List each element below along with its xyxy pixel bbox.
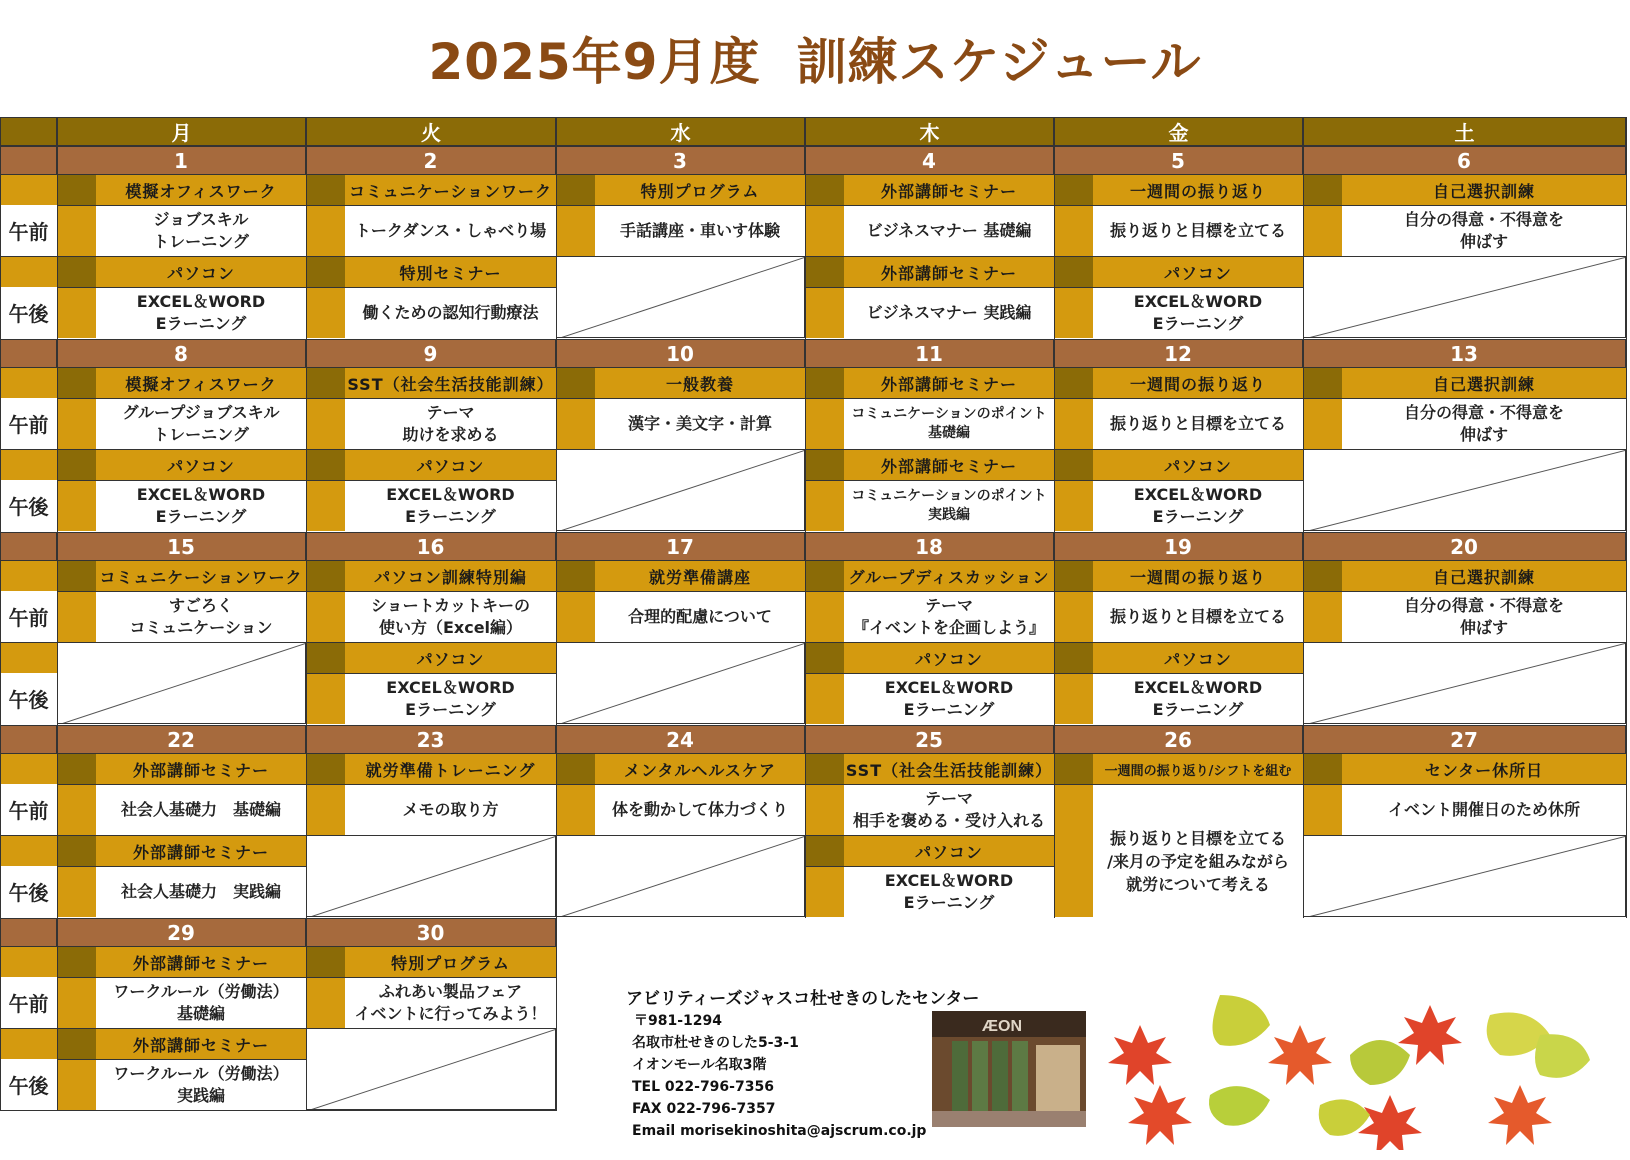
body-strip: [57, 591, 96, 642]
session-body: 振り返りと目標を立てる: [1093, 205, 1303, 256]
label-strip: [1303, 174, 1342, 205]
center-tel: TEL 022-796-7356: [632, 1079, 774, 1095]
session-body: 体を動かして体力づくり: [595, 784, 805, 835]
body-strip: [805, 591, 844, 642]
label-strip: [805, 367, 844, 398]
body-strip: [805, 205, 844, 256]
autumn-leaves-illustration: [1100, 985, 1620, 1150]
empty-slot: [57, 642, 306, 724]
empty-slot: [1303, 835, 1626, 917]
date-header: 13: [1303, 339, 1626, 367]
date-header: 30: [306, 918, 556, 946]
session-body: EXCEL＆WORD Eラーニング: [345, 673, 556, 724]
column-divider: [0, 117, 1, 918]
session-body: 社会人基礎力 実践編: [96, 866, 306, 917]
body-strip: [805, 866, 844, 917]
label-strip: [306, 256, 345, 287]
body-strip: [1054, 784, 1093, 917]
session-label: パソコン: [96, 449, 306, 480]
body-strip: [1303, 591, 1342, 642]
diagonal-line: [557, 643, 805, 724]
row-label-strip: [0, 174, 57, 205]
empty-slot: [306, 1028, 556, 1110]
row-label-strip: [0, 753, 57, 784]
row-label-am: 午前: [0, 205, 57, 256]
center-name: アビリティーズジャスコ杜せきのしたセンター: [626, 989, 980, 1009]
center-postal: 〒981-1294: [634, 1013, 722, 1029]
session-body: EXCEL＆WORD Eラーニング: [1093, 480, 1303, 531]
body-strip: [1054, 480, 1093, 531]
row-label-am: 午前: [0, 784, 57, 835]
session-label: 外部講師セミナー: [96, 1028, 306, 1059]
date-header: 29: [57, 918, 306, 946]
label-strip: [306, 174, 345, 205]
row-label-strip: [0, 367, 57, 398]
row-label-strip: [0, 642, 57, 673]
table-bottom-border: [0, 1110, 557, 1111]
center-address1: 名取市杜せきのした5-3-1: [632, 1035, 799, 1051]
session-body: EXCEL＆WORD Eラーニング: [1093, 673, 1303, 724]
session-body: 社会人基礎力 基礎編: [96, 784, 306, 835]
column-divider: [306, 117, 307, 918]
date-header: 16: [306, 532, 556, 560]
label-strip: [1054, 256, 1093, 287]
session-body: テーマ 相手を褒める・受け入れる: [844, 784, 1054, 835]
session-body: ビジネスマナー 基礎編: [844, 205, 1054, 256]
body-strip: [805, 398, 844, 449]
label-strip: [306, 367, 345, 398]
session-body: 漢字・美文字・計算: [595, 398, 805, 449]
date-header: 11: [805, 339, 1054, 367]
body-strip: [57, 977, 96, 1028]
session-label: 就労準備トレーニング: [345, 753, 556, 784]
date-header: 23: [306, 725, 556, 753]
date-header-blank: [0, 532, 57, 560]
date-header: 26: [1054, 725, 1303, 753]
body-strip: [57, 398, 96, 449]
date-header: 10: [556, 339, 805, 367]
session-body: 振り返りと目標を立てる: [1093, 398, 1303, 449]
empty-slot: [1303, 449, 1626, 531]
ginkgo-leaf-icon: [1209, 1086, 1270, 1126]
date-header: 20: [1303, 532, 1626, 560]
row-label-pm: 午後: [0, 866, 57, 917]
ginkgo-leaf-icon: [1213, 995, 1271, 1046]
label-strip: [306, 946, 345, 977]
column-divider: [556, 117, 557, 918]
label-strip: [556, 560, 595, 591]
date-header: 8: [57, 339, 306, 367]
body-strip: [306, 480, 345, 531]
session-body: EXCEL＆WORD Eラーニング: [96, 480, 306, 531]
title-schedule: 訓練スケジュール: [796, 33, 1202, 91]
row-label-strip: [0, 835, 57, 866]
label-strip: [1054, 174, 1093, 205]
session-body: トークダンス・しゃべり場: [345, 205, 556, 256]
session-label: パソコン: [1093, 449, 1303, 480]
label-strip: [57, 560, 96, 591]
body-strip: [57, 784, 96, 835]
body-strip: [1303, 784, 1342, 835]
body-strip: [1054, 591, 1093, 642]
body-strip: [556, 205, 595, 256]
date-header: 18: [805, 532, 1054, 560]
session-label: コミュニケーションワーク: [96, 560, 306, 591]
label-strip: [805, 835, 844, 866]
column-divider: [805, 117, 806, 918]
day-header: 水: [556, 117, 805, 146]
date-header: 15: [57, 532, 306, 560]
date-header-blank: [0, 339, 57, 367]
row-label-pm: 午後: [0, 673, 57, 724]
label-strip: [805, 449, 844, 480]
label-strip: [306, 560, 345, 591]
label-strip: [306, 449, 345, 480]
body-strip: [57, 866, 96, 917]
body-strip: [57, 287, 96, 338]
body-strip: [1303, 205, 1342, 256]
row-label-pm: 午後: [0, 480, 57, 531]
date-header: 19: [1054, 532, 1303, 560]
date-header: 4: [805, 146, 1054, 174]
date-header: 24: [556, 725, 805, 753]
session-body: テーマ 助けを求める: [345, 398, 556, 449]
session-label: コミュニケーションワーク: [345, 174, 556, 205]
session-label: パソコン: [844, 835, 1054, 866]
session-label: パソコン訓練特別編: [345, 560, 556, 591]
label-strip: [57, 1028, 96, 1059]
session-label: 一週間の振り返り: [1093, 174, 1303, 205]
body-strip: [306, 287, 345, 338]
label-strip: [306, 642, 345, 673]
body-strip: [805, 673, 844, 724]
session-body: イベント開催日のため休所: [1342, 784, 1626, 835]
day-header: 月: [57, 117, 306, 146]
session-label: パソコン: [96, 256, 306, 287]
day-header: 火: [306, 117, 556, 146]
row-label-strip: [0, 449, 57, 480]
session-body: コミュニケーションのポイント 基礎編: [844, 398, 1054, 449]
label-strip: [57, 753, 96, 784]
empty-slot: [1303, 642, 1626, 724]
column-divider: [1626, 117, 1627, 918]
label-strip: [805, 256, 844, 287]
row-label-strip: [0, 946, 57, 977]
empty-slot: [556, 642, 805, 724]
date-header: 6: [1303, 146, 1626, 174]
label-strip: [57, 256, 96, 287]
session-body: 合理的配慮について: [595, 591, 805, 642]
session-body: EXCEL＆WORD Eラーニング: [1093, 287, 1303, 338]
session-label: 一週間の振り返り: [1093, 367, 1303, 398]
label-strip: [1303, 560, 1342, 591]
session-body: EXCEL＆WORD Eラーニング: [844, 866, 1054, 917]
row-label-am: 午前: [0, 591, 57, 642]
row-label-pm: 午後: [0, 1059, 57, 1110]
session-body: 自分の得意・不得意を 伸ばす: [1342, 205, 1626, 256]
session-label: 一週間の振り返り: [1093, 560, 1303, 591]
maple-leaf-icon: [1358, 1095, 1422, 1150]
diagonal-line: [1304, 836, 1626, 917]
label-strip: [556, 174, 595, 205]
label-strip: [1303, 753, 1342, 784]
label-strip: [1054, 642, 1093, 673]
session-body: ショートカットキーの 使い方（Excel編）: [345, 591, 556, 642]
maple-leaf-icon: [1108, 1025, 1172, 1085]
diagonal-line: [1304, 257, 1626, 338]
session-label: 自己選択訓練: [1342, 560, 1626, 591]
body-strip: [57, 205, 96, 256]
session-body: 振り返りと目標を立てる /来月の予定を組みながら 就労について考える: [1093, 784, 1303, 917]
ginkgo-leaf-icon: [1535, 1034, 1590, 1078]
session-label: 外部講師セミナー: [844, 367, 1054, 398]
center-fax: FAX 022-796-7357: [632, 1101, 776, 1117]
session-label: 一般教養: [595, 367, 805, 398]
body-strip: [556, 784, 595, 835]
photo-sign-text: ÆON: [982, 1018, 1022, 1035]
date-header: 25: [805, 725, 1054, 753]
label-strip: [556, 367, 595, 398]
session-body: ワークルール（労働法） 実践編: [96, 1059, 306, 1110]
maple-leaf-icon: [1268, 1025, 1332, 1085]
body-strip: [1303, 398, 1342, 449]
column-divider: [306, 918, 307, 1111]
diagonal-line: [1304, 643, 1626, 724]
page-title: [0, 22, 1630, 94]
session-body: ワークルール（労働法） 基礎編: [96, 977, 306, 1028]
date-header: 5: [1054, 146, 1303, 174]
center-address2: イオンモール名取3階: [632, 1057, 767, 1073]
session-body: 手話講座・車いす体験: [595, 205, 805, 256]
session-label: 模擬オフィスワーク: [96, 174, 306, 205]
label-strip: [1054, 753, 1093, 784]
label-strip: [306, 753, 345, 784]
row-label-strip: [0, 1028, 57, 1059]
session-label: 模擬オフィスワーク: [96, 367, 306, 398]
label-strip: [57, 835, 96, 866]
session-label: SST（社会生活技能訓練）: [345, 367, 556, 398]
label-strip: [805, 560, 844, 591]
diagonal-line: [58, 643, 306, 724]
empty-slot: [556, 256, 805, 338]
session-label: パソコン: [345, 642, 556, 673]
session-label: 就労準備講座: [595, 560, 805, 591]
session-label: パソコン: [1093, 642, 1303, 673]
session-label: 自己選択訓練: [1342, 174, 1626, 205]
body-strip: [1054, 673, 1093, 724]
empty-slot: [556, 835, 805, 917]
day-header: 土: [1303, 117, 1626, 146]
body-strip: [805, 480, 844, 531]
day-header: 金: [1054, 117, 1303, 146]
column-divider: [57, 918, 58, 1111]
body-strip: [306, 205, 345, 256]
body-strip: [805, 784, 844, 835]
body-strip: [306, 784, 345, 835]
maple-leaf-icon: [1488, 1085, 1552, 1145]
row-label-am: 午前: [0, 977, 57, 1028]
label-strip: [57, 174, 96, 205]
body-strip: [57, 480, 96, 531]
session-body: すごろく コミュニケーション: [96, 591, 306, 642]
session-label: 特別セミナー: [345, 256, 556, 287]
date-header-blank: [0, 725, 57, 753]
session-label: SST（社会生活技能訓練）: [844, 753, 1054, 784]
session-label: メンタルヘルスケア: [595, 753, 805, 784]
body-strip: [556, 591, 595, 642]
body-strip: [306, 591, 345, 642]
label-strip: [556, 753, 595, 784]
date-header: 12: [1054, 339, 1303, 367]
session-label: 外部講師セミナー: [844, 449, 1054, 480]
session-label: 外部講師セミナー: [844, 256, 1054, 287]
diagonal-line: [307, 836, 556, 917]
column-divider: [1054, 117, 1055, 918]
session-label: 外部講師セミナー: [844, 174, 1054, 205]
body-strip: [805, 287, 844, 338]
body-strip: [306, 673, 345, 724]
header-corner: [0, 117, 57, 146]
date-header: 22: [57, 725, 306, 753]
session-body: 振り返りと目標を立てる: [1093, 591, 1303, 642]
ginkgo-leaf-icon: [1350, 1040, 1410, 1085]
label-strip: [57, 367, 96, 398]
session-body: EXCEL＆WORD Eラーニング: [844, 673, 1054, 724]
session-body: EXCEL＆WORD Eラーニング: [96, 287, 306, 338]
session-body: ジョブスキル トレーニング: [96, 205, 306, 256]
day-header: 木: [805, 117, 1054, 146]
session-body: ふれあい製品フェア イベントに行ってみよう！: [345, 977, 556, 1028]
body-strip: [306, 398, 345, 449]
session-body: 自分の得意・不得意を 伸ばす: [1342, 591, 1626, 642]
date-header: 27: [1303, 725, 1626, 753]
session-body: メモの取り方: [345, 784, 556, 835]
session-body: コミュニケーションのポイント 実践編: [844, 480, 1054, 531]
body-strip: [1054, 398, 1093, 449]
date-header: 17: [556, 532, 805, 560]
maple-leaf-icon: [1128, 1085, 1192, 1145]
session-body: 働くための認知行動療法: [345, 287, 556, 338]
date-header: 3: [556, 146, 805, 174]
diagonal-line: [1304, 450, 1626, 531]
row-label-strip: [0, 560, 57, 591]
body-strip: [556, 398, 595, 449]
session-label: 外部講師セミナー: [96, 946, 306, 977]
body-strip: [1054, 287, 1093, 338]
session-label: 外部講師セミナー: [96, 835, 306, 866]
label-strip: [57, 449, 96, 480]
empty-slot: [556, 449, 805, 531]
label-strip: [805, 642, 844, 673]
session-label: グループディスカッション: [844, 560, 1054, 591]
date-header-blank: [0, 146, 57, 174]
session-body: EXCEL＆WORD Eラーニング: [345, 480, 556, 531]
diagonal-line: [307, 1029, 556, 1110]
date-header-blank: [0, 918, 57, 946]
empty-slot: [306, 835, 556, 917]
body-strip: [1054, 205, 1093, 256]
column-divider: [0, 918, 1, 1111]
title-month: 2025年9月度: [428, 33, 761, 91]
session-label: センター休所日: [1342, 753, 1626, 784]
row-label-am: 午前: [0, 398, 57, 449]
empty-slot: [1303, 256, 1626, 338]
row-label-strip: [0, 256, 57, 287]
label-strip: [57, 946, 96, 977]
date-header: 2: [306, 146, 556, 174]
label-strip: [1303, 367, 1342, 398]
session-label: 一週間の振り返り/シフトを組む: [1093, 753, 1303, 784]
session-label: パソコン: [844, 642, 1054, 673]
row-label-pm: 午後: [0, 287, 57, 338]
session-body: テーマ 『イベントを企画しよう』: [844, 591, 1054, 642]
session-label: 外部講師セミナー: [96, 753, 306, 784]
column-divider: [57, 117, 58, 918]
label-strip: [1054, 560, 1093, 591]
body-strip: [57, 1059, 96, 1110]
session-body: グループジョブスキル トレーニング: [96, 398, 306, 449]
date-header: 9: [306, 339, 556, 367]
session-body: 自分の得意・不得意を 伸ばす: [1342, 398, 1626, 449]
diagonal-line: [557, 450, 805, 531]
session-label: パソコン: [1093, 256, 1303, 287]
session-body: ビジネスマナー 実践編: [844, 287, 1054, 338]
label-strip: [1054, 449, 1093, 480]
column-divider: [1303, 117, 1304, 918]
label-strip: [805, 174, 844, 205]
body-strip: [306, 977, 345, 1028]
label-strip: [1054, 367, 1093, 398]
date-header: 1: [57, 146, 306, 174]
mall-entrance-photo: [932, 1011, 1086, 1127]
diagonal-line: [557, 257, 805, 338]
diagonal-line: [557, 836, 805, 917]
session-label: パソコン: [345, 449, 556, 480]
session-label: 特別プログラム: [595, 174, 805, 205]
session-label: 特別プログラム: [345, 946, 556, 977]
column-divider: [556, 918, 557, 1111]
label-strip: [805, 753, 844, 784]
center-email: Email morisekinoshita@ajscrum.co.jp: [632, 1123, 927, 1139]
session-label: 自己選択訓練: [1342, 367, 1626, 398]
